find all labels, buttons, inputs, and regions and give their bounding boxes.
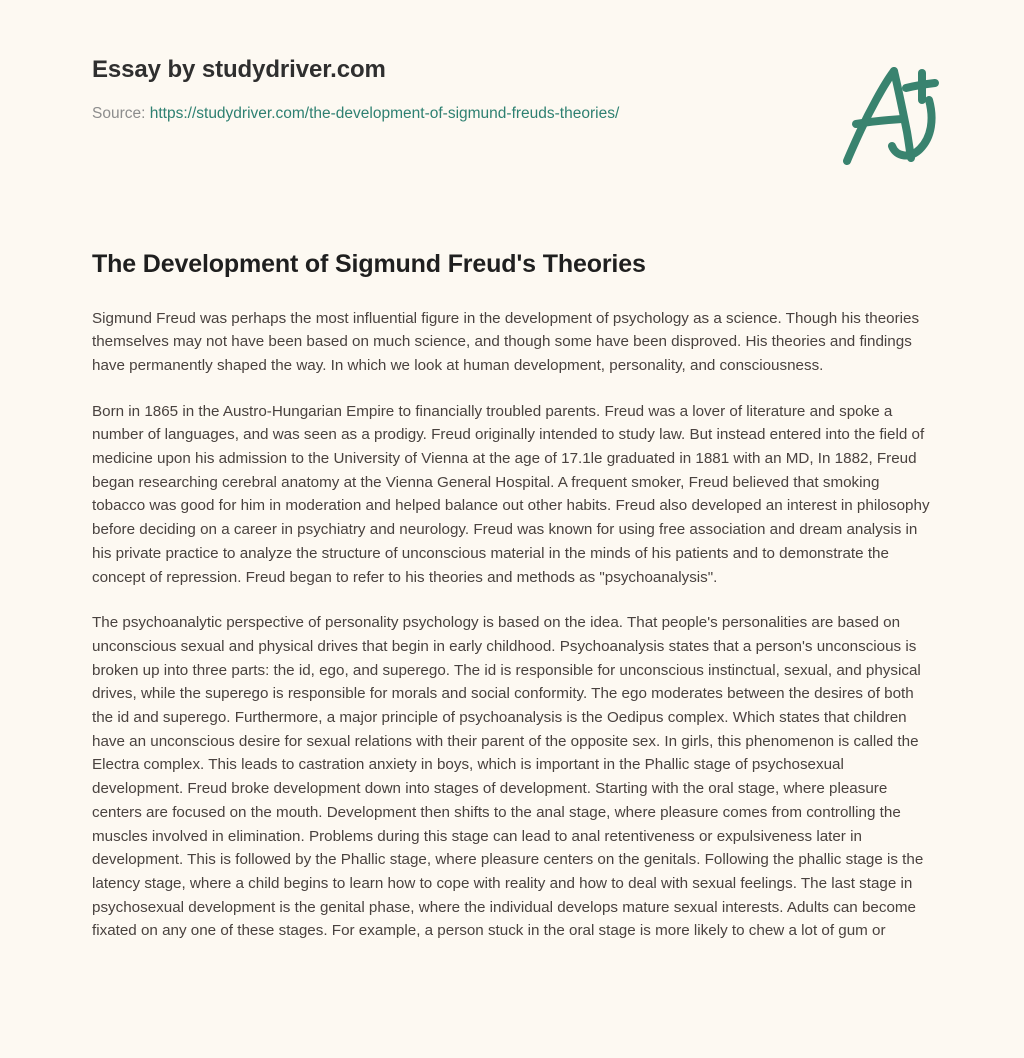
a-plus-logo bbox=[834, 62, 950, 170]
page-header bbox=[92, 56, 932, 176]
essay-byline: Essay by studydriver.com bbox=[92, 56, 386, 83]
a-plus-logo-icon bbox=[834, 62, 950, 170]
page-title: The Development of Sigmund Freud's Theories bbox=[92, 250, 646, 278]
article-paragraph: Born in 1865 in the Austro-Hungarian Empire to financially troubled parents. Freud was a lover of literature and spoke a number of languages, and was seen as a prodigy. Freud originally intended to study law. But instead entered into the field of medicine upon his admission to the University of Vienna at the age of 17.1le graduated in 1881 with an MD, In 1882, Freud began researching cerebral anatomy at the Vienna General Hospital. A frequent smoker, Freud believed that smoking tobacco was good for him in moderation and helped balance out other habits. Freud also developed an interest in philosophy before deciding on a career in psychiatry and neurology. Freud was known for using free association and dream analysis in his private practice to analyze the structure of unconscious material in the minds of his patients and to demonstrate the concept of repression. Freud began to refer to his theories and methods as "psychoanalysis". bbox=[92, 402, 930, 586]
source-line bbox=[92, 104, 932, 124]
source-label: Source: bbox=[92, 104, 146, 122]
source-url-link[interactable]: https://studydriver.com/the-development-of-sigmund-freuds-theories/ bbox=[149, 104, 620, 122]
article-body bbox=[92, 307, 934, 944]
article-paragraph: The psychoanalytic perspective of personality psychology is based on the idea. That people's personalities are based on unconscious sexual and physical drives that begin in early childhood. Psychoanalysis states that a person's unconscious is broken up into three parts: the id, ego, and superego. The id is responsible for unconscious instinctual, sexual, and physical drives, while the superego is responsible for morals and social conformity. The ego moderates between the desires of both the id and superego. Furthermore, a major principle of psychoanalysis is the Oedipus complex. Which states that children have an unconscious desire for sexual relations with their parent of the opposite sex. In girls, this phenomenon is called the Electra complex. This leads to castration anxiety in boys, which is important in the Phallic stage of psychosexual development. Freud broke development down into stages of development. Starting with the oral stage, where pleasure centers are focused on the mouth. Development then shifts to the anal stage, where pleasure comes from controlling the muscles involved in elimination. Problems during this stage can lead to anal retentiveness or expulsiveness later in development. This is followed by the Phallic stage, where pleasure centers on the genitals. Following the phallic stage is the latency stage, where a child begins to learn how to cope with reality and how to deal with sexual feelings. The last stage in psychosexual development is the genital phase, where the individual develops mature sexual interests. Adults can become fixated on any one of these stages. For example, a person stuck in the oral stage is more likely to chew a lot of gum or bbox=[92, 614, 924, 940]
article-paragraph: Sigmund Freud was perhaps the most influential figure in the development of psychology as a science. Though his theories themselves may not have been based on much science, and though some have been disproved. His theories and findings have permanently shaped the way. In which we look at human development, personality, and consciousness. bbox=[92, 309, 920, 374]
article bbox=[92, 248, 934, 943]
